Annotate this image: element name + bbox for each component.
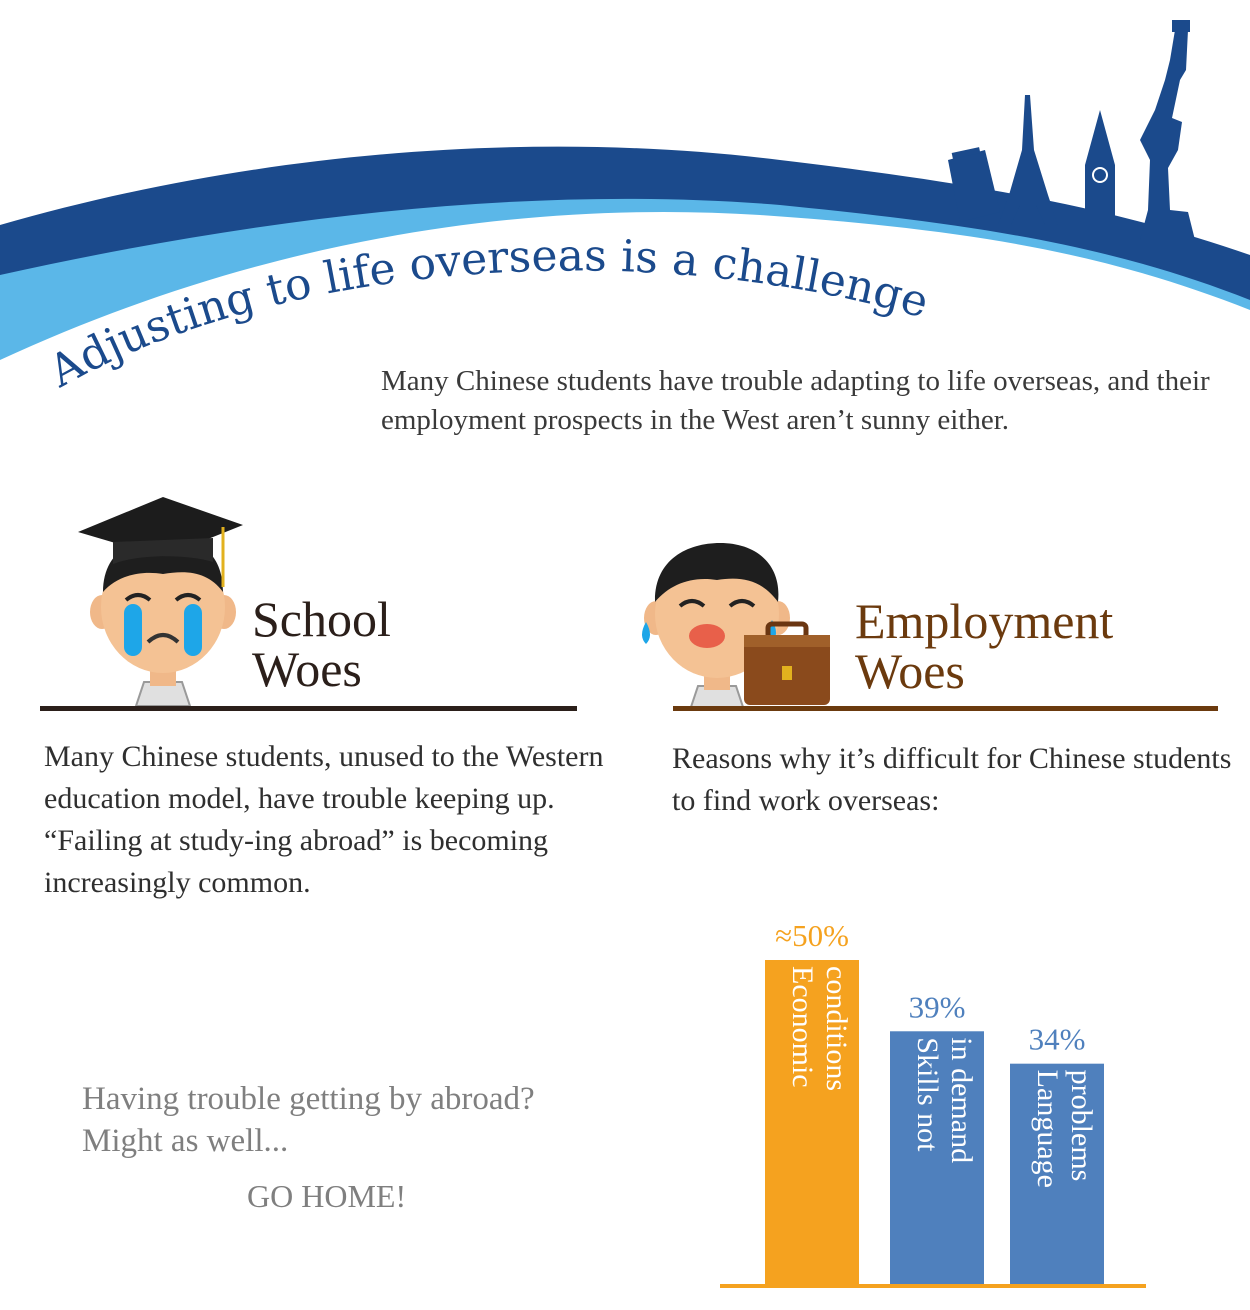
school-woes-title (252, 591, 391, 697)
bar-value-label-2: 39% (908, 989, 966, 1025)
bar-value-label-1: ≈50% (775, 918, 849, 953)
svg-text:Languageproblems: Languageproblems (1031, 1069, 1098, 1188)
school-woes-title-line2: Woes (252, 641, 362, 697)
bar-category-label-2 (911, 1037, 978, 1163)
closing-question: Having trouble getting by abroad? Might as well... (82, 1081, 535, 1159)
header-banner (0, 0, 1250, 420)
employment-divider (673, 706, 1218, 711)
school-body-text: Many Chinese students, unused to the Western education model, have trouble keeping up. “Failing at study-ing abroad” is becoming increasingly common. (44, 740, 604, 899)
reasons-bar-chart (700, 900, 1180, 1300)
page-title: Adjusting to life overseas is a challenge (40, 230, 935, 398)
school-woes-title-line1: School (252, 591, 391, 647)
bar-category-label-3 (1031, 1070, 1098, 1188)
closing-answer: GO HOME! (247, 1178, 407, 1214)
employment-body-text: Reasons why it’s difficult for Chinese students to find work overseas: (672, 742, 1232, 817)
svg-text:Economicconditions: Economicconditions (786, 966, 853, 1091)
school-divider (40, 706, 577, 711)
employment-woes-title-line1: Employment (855, 593, 1114, 649)
employment-woes-title-line2: Woes (855, 643, 965, 699)
bar-category-label-1 (786, 966, 853, 1091)
intro-paragraph: Many Chinese students have trouble adapting to life overseas, and their employment prospects in the West aren’t sunny either. (381, 365, 1210, 436)
crying-student-icon (78, 492, 248, 707)
svg-text:Skills notin demand: Skills notin demand (911, 1037, 978, 1164)
employment-woes-title (855, 593, 1114, 699)
bar-value-label-3: 34% (1028, 1021, 1086, 1057)
crying-worker-icon (632, 540, 832, 710)
